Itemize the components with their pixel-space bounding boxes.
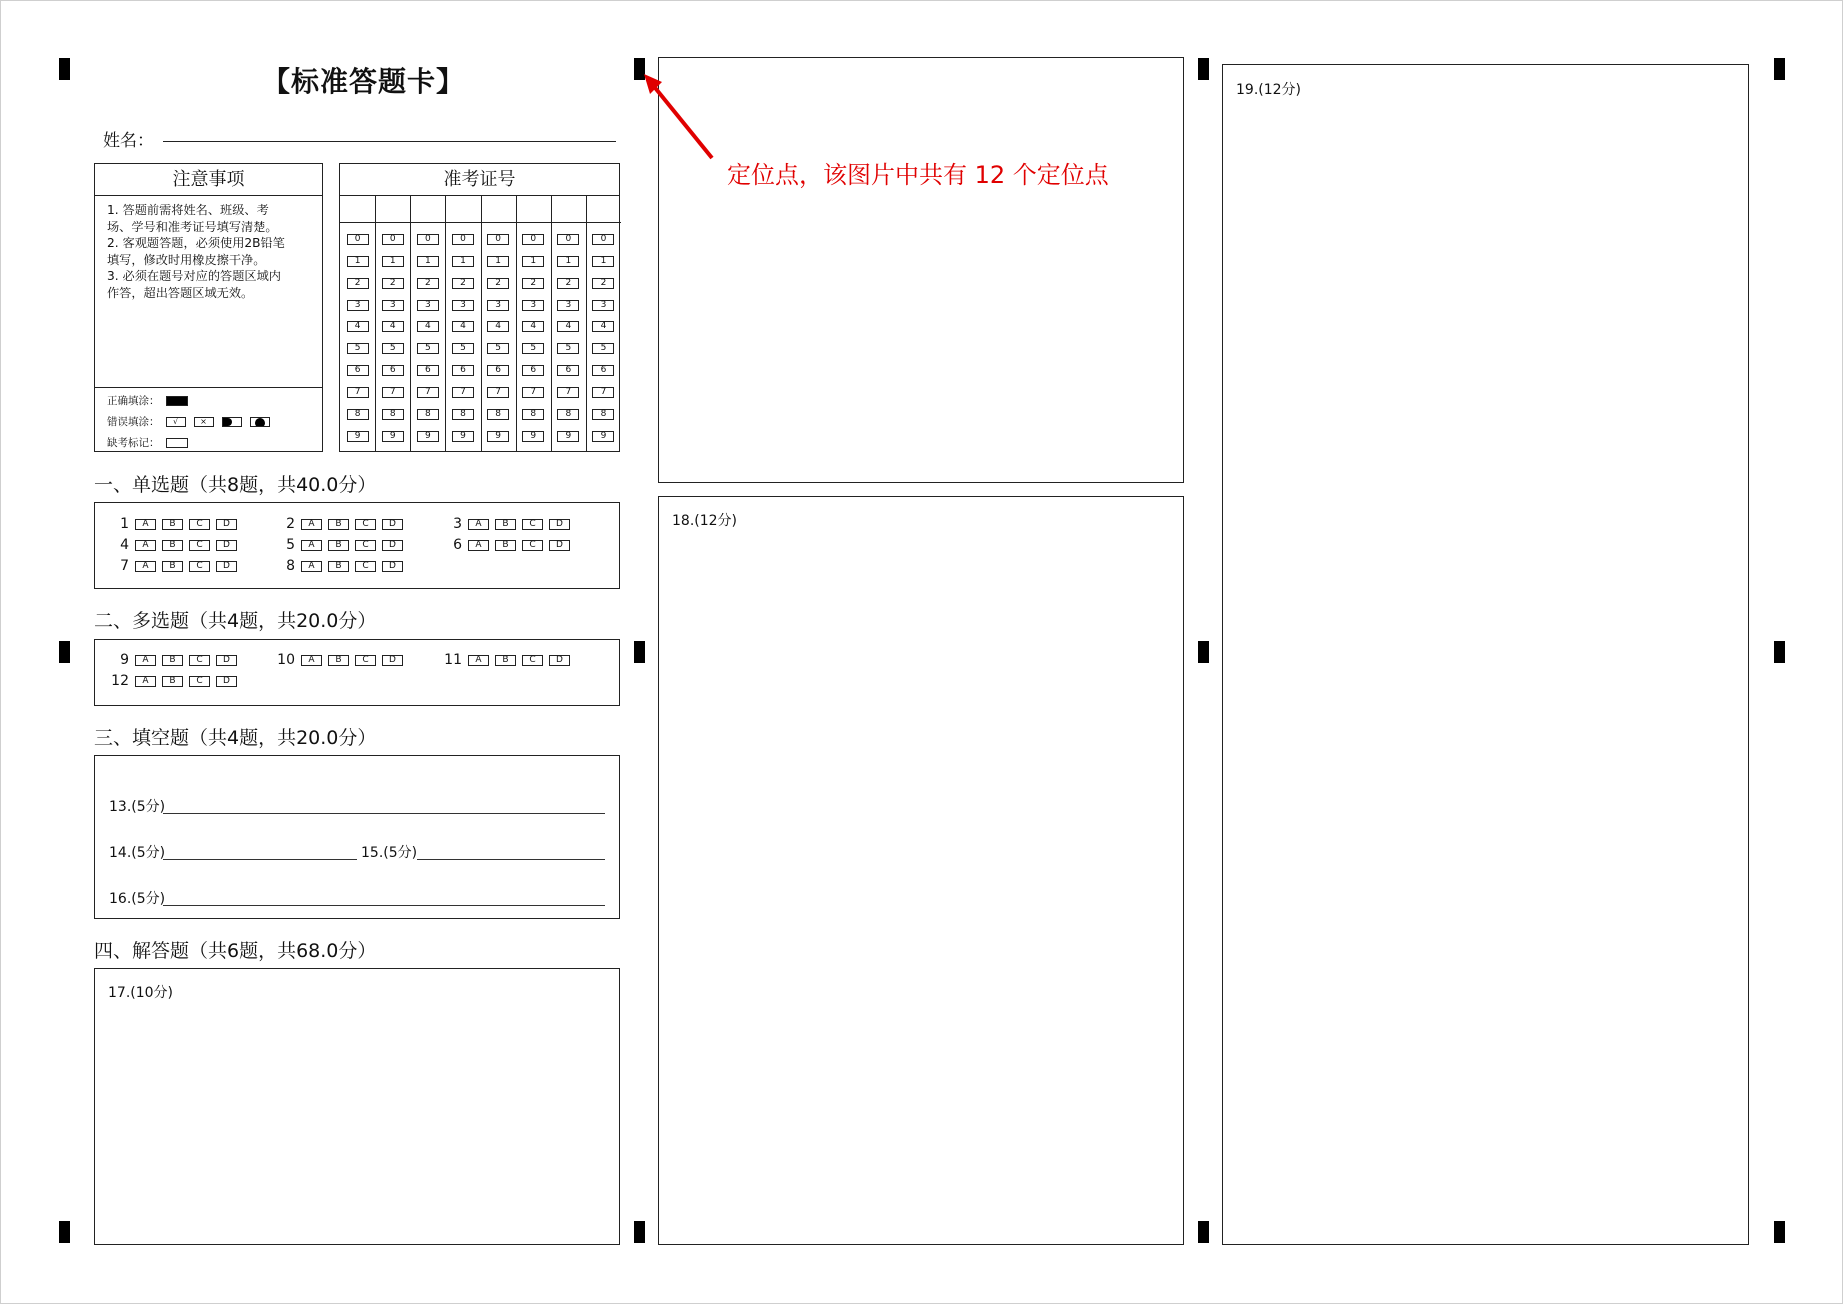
- exam-id-digit-bubble[interactable]: 7: [452, 387, 474, 398]
- option-bubble[interactable]: B: [162, 519, 183, 530]
- exam-id-digit-bubble[interactable]: 0: [522, 234, 544, 245]
- option-bubble[interactable]: C: [355, 655, 376, 666]
- exam-id-digit-bubble[interactable]: 5: [452, 343, 474, 354]
- question-row: [271, 537, 409, 553]
- notice-line: 填写，修改时用橡皮擦干净。: [107, 252, 266, 267]
- question-row: [271, 558, 409, 574]
- exam-id-column: [340, 195, 376, 451]
- exam-id-digit-input[interactable]: [445, 195, 480, 223]
- exam-id-digit-bubble[interactable]: 0: [557, 234, 579, 245]
- page-title: 【标准答题卡】: [262, 65, 466, 98]
- option-bubble[interactable]: B: [495, 519, 516, 530]
- exam-id-column: [586, 195, 621, 451]
- exam-id-digit-bubble[interactable]: 4: [557, 321, 579, 332]
- exam-id-digit-input[interactable]: [481, 195, 516, 223]
- section-blank-title: 三、填空题（共4题，共20.0分）: [94, 727, 377, 749]
- exam-id-digit-bubble[interactable]: 1: [347, 256, 369, 267]
- exam-id-digit-bubble[interactable]: 2: [382, 278, 404, 289]
- question-number: 10: [277, 652, 295, 668]
- q15-label: 15.(5分): [361, 845, 418, 861]
- q16-answer-line[interactable]: [163, 905, 605, 906]
- question-number: 5: [286, 537, 295, 553]
- option-bubble[interactable]: D: [549, 655, 570, 666]
- q18-answer-area[interactable]: [658, 496, 1184, 1245]
- exam-id-digit-bubble[interactable]: 2: [522, 278, 544, 289]
- option-bubble[interactable]: B: [162, 561, 183, 572]
- exam-id-digit-bubble[interactable]: 0: [347, 234, 369, 245]
- exam-id-digit-bubble[interactable]: 2: [557, 278, 579, 289]
- option-bubble[interactable]: D: [382, 655, 403, 666]
- option-bubble[interactable]: C: [189, 519, 210, 530]
- question-row: [438, 516, 576, 532]
- exam-id-header: 准考证号: [340, 164, 619, 196]
- notice-line: 作答，超出答题区域无效。: [107, 285, 254, 300]
- option-bubble[interactable]: A: [468, 519, 489, 530]
- positioning-marker: [1198, 1221, 1209, 1243]
- exam-id-digit-bubble[interactable]: 5: [557, 343, 579, 354]
- option-bubble[interactable]: B: [328, 561, 349, 572]
- q15-answer-line[interactable]: [417, 859, 605, 860]
- notice-header: 注意事项: [95, 164, 322, 196]
- exam-id-digit-bubble[interactable]: 6: [417, 365, 439, 376]
- option-bubble[interactable]: B: [495, 655, 516, 666]
- option-bubble[interactable]: A: [301, 561, 322, 572]
- exam-id-column: [516, 195, 552, 451]
- exam-id-digit-bubble[interactable]: 2: [452, 278, 474, 289]
- exam-id-digit-bubble[interactable]: 3: [347, 300, 369, 311]
- option-bubble[interactable]: B: [162, 676, 183, 687]
- option-bubble[interactable]: D: [216, 540, 237, 551]
- q14-label: 14.(5分): [109, 845, 166, 861]
- option-bubble[interactable]: C: [189, 676, 210, 687]
- name-field[interactable]: [163, 141, 616, 142]
- exam-id-digit-bubble[interactable]: 7: [592, 387, 614, 398]
- positioning-marker: [59, 58, 70, 80]
- single-choice-box: [94, 502, 620, 589]
- exam-id-digit-bubble[interactable]: 4: [522, 321, 544, 332]
- exam-id-digit-bubble[interactable]: 7: [347, 387, 369, 398]
- option-bubble[interactable]: B: [328, 655, 349, 666]
- exam-id-digit-bubble[interactable]: 8: [487, 409, 509, 420]
- annotation-text: 定位点，该图片中共有 12 个定位点: [727, 161, 1109, 189]
- option-bubble[interactable]: C: [355, 519, 376, 530]
- option-bubble[interactable]: C: [522, 540, 543, 551]
- option-bubble[interactable]: B: [328, 519, 349, 530]
- exam-id-digit-bubble[interactable]: 3: [522, 300, 544, 311]
- q17-answer-area[interactable]: [94, 968, 620, 1245]
- exam-id-digit-bubble[interactable]: 5: [592, 343, 614, 354]
- exam-id-digit-bubble[interactable]: 6: [347, 365, 369, 376]
- option-bubble[interactable]: A: [135, 540, 156, 551]
- option-bubble[interactable]: C: [189, 540, 210, 551]
- question-row: [438, 537, 576, 553]
- exam-id-digit-bubble[interactable]: 5: [382, 343, 404, 354]
- option-bubble[interactable]: A: [135, 676, 156, 687]
- question-row: [105, 673, 243, 689]
- positioning-marker: [59, 1221, 70, 1243]
- legend-absent: [107, 435, 196, 450]
- question-number: 7: [120, 558, 129, 574]
- notice-text: [95, 196, 322, 301]
- continued-answer-area[interactable]: [658, 57, 1184, 483]
- option-bubble[interactable]: A: [135, 519, 156, 530]
- question-row: [271, 516, 409, 532]
- exam-id-digit-bubble[interactable]: 6: [452, 365, 474, 376]
- exam-id-digit-bubble[interactable]: 5: [347, 343, 369, 354]
- exam-id-digit-bubble[interactable]: 5: [417, 343, 439, 354]
- exam-id-digit-bubble[interactable]: 3: [592, 300, 614, 311]
- option-bubble[interactable]: A: [301, 655, 322, 666]
- question-number: 6: [453, 537, 462, 553]
- positioning-marker: [1774, 1221, 1785, 1243]
- exam-id-digit-bubble[interactable]: 3: [417, 300, 439, 311]
- multi-choice-box: [94, 639, 620, 706]
- exam-id-column: [375, 195, 411, 451]
- exam-id-digit-bubble[interactable]: 4: [417, 321, 439, 332]
- option-bubble[interactable]: D: [216, 655, 237, 666]
- exam-id-digit-bubble[interactable]: 7: [382, 387, 404, 398]
- legend-absent-label: 缺考标记：: [107, 437, 160, 449]
- q18-label: 18.(12分): [672, 513, 738, 529]
- exam-id-column: [481, 195, 517, 451]
- option-bubble[interactable]: D: [549, 540, 570, 551]
- q16-label: 16.(5分): [109, 891, 166, 907]
- exam-id-digit-bubble[interactable]: 9: [417, 431, 439, 442]
- exam-id-digit-bubble[interactable]: 2: [417, 278, 439, 289]
- question-number: 8: [286, 558, 295, 574]
- question-row: [105, 558, 243, 574]
- legend-correct-label: 正确填涂：: [107, 395, 160, 407]
- exam-id-digit-bubble[interactable]: 9: [347, 431, 369, 442]
- question-number: 3: [453, 516, 462, 532]
- q13-answer-line[interactable]: [163, 813, 605, 814]
- filled-mark-icon: [166, 396, 188, 406]
- q19-label: 19.(12分): [1236, 82, 1302, 98]
- option-bubble[interactable]: C: [522, 519, 543, 530]
- exam-id-digit-bubble[interactable]: 6: [487, 365, 509, 376]
- option-bubble[interactable]: A: [468, 540, 489, 551]
- exam-id-digit-bubble[interactable]: 3: [557, 300, 579, 311]
- q17-label: 17.(10分): [108, 985, 174, 1001]
- exam-id-digit-bubble[interactable]: 0: [487, 234, 509, 245]
- notice-line: 1. 答题前需将姓名、班级、考: [107, 203, 269, 217]
- option-bubble[interactable]: D: [216, 676, 237, 687]
- exam-id-digit-bubble[interactable]: 6: [382, 365, 404, 376]
- exam-id-digit-bubble[interactable]: 8: [522, 409, 544, 420]
- positioning-marker: [1198, 58, 1209, 80]
- exam-id-digit-bubble[interactable]: 4: [347, 321, 369, 332]
- legend-wrong-label: 错误填涂：: [107, 416, 160, 428]
- exam-id-digit-bubble[interactable]: 1: [557, 256, 579, 267]
- exam-id-digit-bubble[interactable]: 8: [382, 409, 404, 420]
- exam-id-digit-bubble[interactable]: 6: [592, 365, 614, 376]
- exam-id-digit-bubble[interactable]: 8: [592, 409, 614, 420]
- question-row: [105, 537, 243, 553]
- option-bubble[interactable]: D: [382, 540, 403, 551]
- option-bubble[interactable]: B: [162, 655, 183, 666]
- exam-id-digit-input[interactable]: [551, 195, 586, 223]
- exam-id-digit-bubble[interactable]: 9: [452, 431, 474, 442]
- option-bubble[interactable]: D: [549, 519, 570, 530]
- question-number: 9: [120, 652, 129, 668]
- exam-id-digit-bubble[interactable]: 6: [557, 365, 579, 376]
- exam-id-digit-bubble[interactable]: 7: [522, 387, 544, 398]
- exam-id-digit-bubble[interactable]: 4: [382, 321, 404, 332]
- annotation-arrow-icon: [640, 70, 730, 165]
- exam-id-digit-bubble[interactable]: 8: [347, 409, 369, 420]
- question-row: [105, 516, 243, 532]
- exam-id-digit-bubble[interactable]: 9: [487, 431, 509, 442]
- exam-id-digit-input[interactable]: [340, 195, 375, 223]
- exam-id-digit-bubble[interactable]: 0: [452, 234, 474, 245]
- exam-id-digit-bubble[interactable]: 7: [557, 387, 579, 398]
- section-single-title: 一、单选题（共8题，共40.0分）: [94, 474, 377, 496]
- option-bubble[interactable]: A: [301, 540, 322, 551]
- positioning-marker: [634, 641, 645, 663]
- exam-id-digit-input[interactable]: [516, 195, 551, 223]
- option-bubble[interactable]: A: [301, 519, 322, 530]
- positioning-marker: [1774, 641, 1785, 663]
- exam-id-digit-bubble[interactable]: 4: [487, 321, 509, 332]
- exam-id-digit-bubble[interactable]: 1: [452, 256, 474, 267]
- exam-id-digit-bubble[interactable]: 4: [592, 321, 614, 332]
- exam-id-digit-input[interactable]: [375, 195, 410, 223]
- exam-id-digit-bubble[interactable]: 0: [417, 234, 439, 245]
- exam-id-digit-bubble[interactable]: 2: [347, 278, 369, 289]
- exam-id-digit-bubble[interactable]: 1: [487, 256, 509, 267]
- notice-divider: [95, 387, 322, 388]
- positioning-marker: [59, 641, 70, 663]
- exam-id-digit-bubble[interactable]: 5: [522, 343, 544, 354]
- option-bubble[interactable]: B: [328, 540, 349, 551]
- exam-id-digit-input[interactable]: [410, 195, 445, 223]
- exam-id-digit-bubble[interactable]: 1: [382, 256, 404, 267]
- notice-line: 3. 必须在题号对应的答题区域内: [107, 269, 281, 283]
- option-bubble[interactable]: B: [162, 540, 183, 551]
- exam-id-column: [551, 195, 587, 451]
- exam-id-digit-bubble[interactable]: 8: [417, 409, 439, 420]
- question-row: [271, 652, 409, 668]
- exam-id-digit-input[interactable]: [586, 195, 621, 223]
- positioning-marker: [1198, 641, 1209, 663]
- exam-id-digit-bubble[interactable]: 2: [592, 278, 614, 289]
- cross-mark-icon: ×: [194, 417, 214, 427]
- check-mark-icon: √: [166, 417, 186, 427]
- option-bubble[interactable]: C: [355, 540, 376, 551]
- option-bubble[interactable]: D: [216, 561, 237, 572]
- option-bubble[interactable]: B: [495, 540, 516, 551]
- exam-id-column: [445, 195, 481, 451]
- name-label: 姓名：: [103, 131, 154, 151]
- circle-fill-icon: [250, 417, 270, 427]
- fill-blank-box: [94, 755, 620, 919]
- option-bubble[interactable]: C: [189, 655, 210, 666]
- exam-id-digit-bubble[interactable]: 4: [452, 321, 474, 332]
- legend-wrong: [107, 414, 278, 429]
- q13-label: 13.(5分): [109, 799, 166, 815]
- exam-id-digit-bubble[interactable]: 3: [487, 300, 509, 311]
- option-bubble[interactable]: A: [468, 655, 489, 666]
- option-bubble[interactable]: A: [135, 655, 156, 666]
- section-multi-title: 二、多选题（共4题，共20.0分）: [94, 610, 377, 632]
- option-bubble[interactable]: D: [382, 561, 403, 572]
- notice-line: 场、学号和准考证号填写清楚。: [107, 219, 278, 234]
- section-answer-title: 四、解答题（共6题，共68.0分）: [94, 940, 377, 962]
- question-row: [438, 652, 576, 668]
- exam-id-digit-bubble[interactable]: 1: [522, 256, 544, 267]
- notice-line: 2. 客观题答题，必须使用2B铅笔: [107, 236, 285, 250]
- exam-id-digit-bubble[interactable]: 1: [417, 256, 439, 267]
- question-row: [105, 652, 243, 668]
- exam-id-digit-bubble[interactable]: 8: [557, 409, 579, 420]
- exam-id-digit-bubble[interactable]: 0: [382, 234, 404, 245]
- exam-id-digit-bubble[interactable]: 9: [522, 431, 544, 442]
- positioning-marker: [634, 1221, 645, 1243]
- exam-id-digit-bubble[interactable]: 9: [382, 431, 404, 442]
- exam-id-digit-bubble[interactable]: 0: [592, 234, 614, 245]
- exam-id-column: [410, 195, 446, 451]
- exam-id-digit-bubble[interactable]: 5: [487, 343, 509, 354]
- legend-correct: [107, 393, 196, 408]
- exam-id-digit-bubble[interactable]: 8: [452, 409, 474, 420]
- question-number: 12: [111, 673, 129, 689]
- option-bubble[interactable]: D: [216, 519, 237, 530]
- positioning-marker: [1774, 58, 1785, 80]
- exam-id-digit-bubble[interactable]: 2: [487, 278, 509, 289]
- question-number: 4: [120, 537, 129, 553]
- partial-fill-icon: [222, 417, 242, 427]
- q19-answer-area[interactable]: [1222, 64, 1749, 1245]
- exam-id-digit-bubble[interactable]: 7: [417, 387, 439, 398]
- question-number: 11: [444, 652, 462, 668]
- exam-id-digit-bubble[interactable]: 7: [487, 387, 509, 398]
- exam-id-box: [339, 163, 620, 452]
- question-number: 1: [120, 516, 129, 532]
- absent-checkbox[interactable]: [166, 438, 188, 448]
- notice-box: [94, 163, 323, 452]
- exam-id-digit-bubble[interactable]: 6: [522, 365, 544, 376]
- option-bubble[interactable]: C: [522, 655, 543, 666]
- option-bubble[interactable]: C: [355, 561, 376, 572]
- option-bubble[interactable]: C: [189, 561, 210, 572]
- exam-id-digit-bubble[interactable]: 1: [592, 256, 614, 267]
- exam-id-digit-bubble[interactable]: 3: [382, 300, 404, 311]
- exam-id-digit-bubble[interactable]: 9: [557, 431, 579, 442]
- q14-answer-line[interactable]: [163, 859, 357, 860]
- question-number: 2: [286, 516, 295, 532]
- option-bubble[interactable]: D: [382, 519, 403, 530]
- option-bubble[interactable]: A: [135, 561, 156, 572]
- exam-id-digit-bubble[interactable]: 3: [452, 300, 474, 311]
- exam-id-digit-bubble[interactable]: 9: [592, 431, 614, 442]
